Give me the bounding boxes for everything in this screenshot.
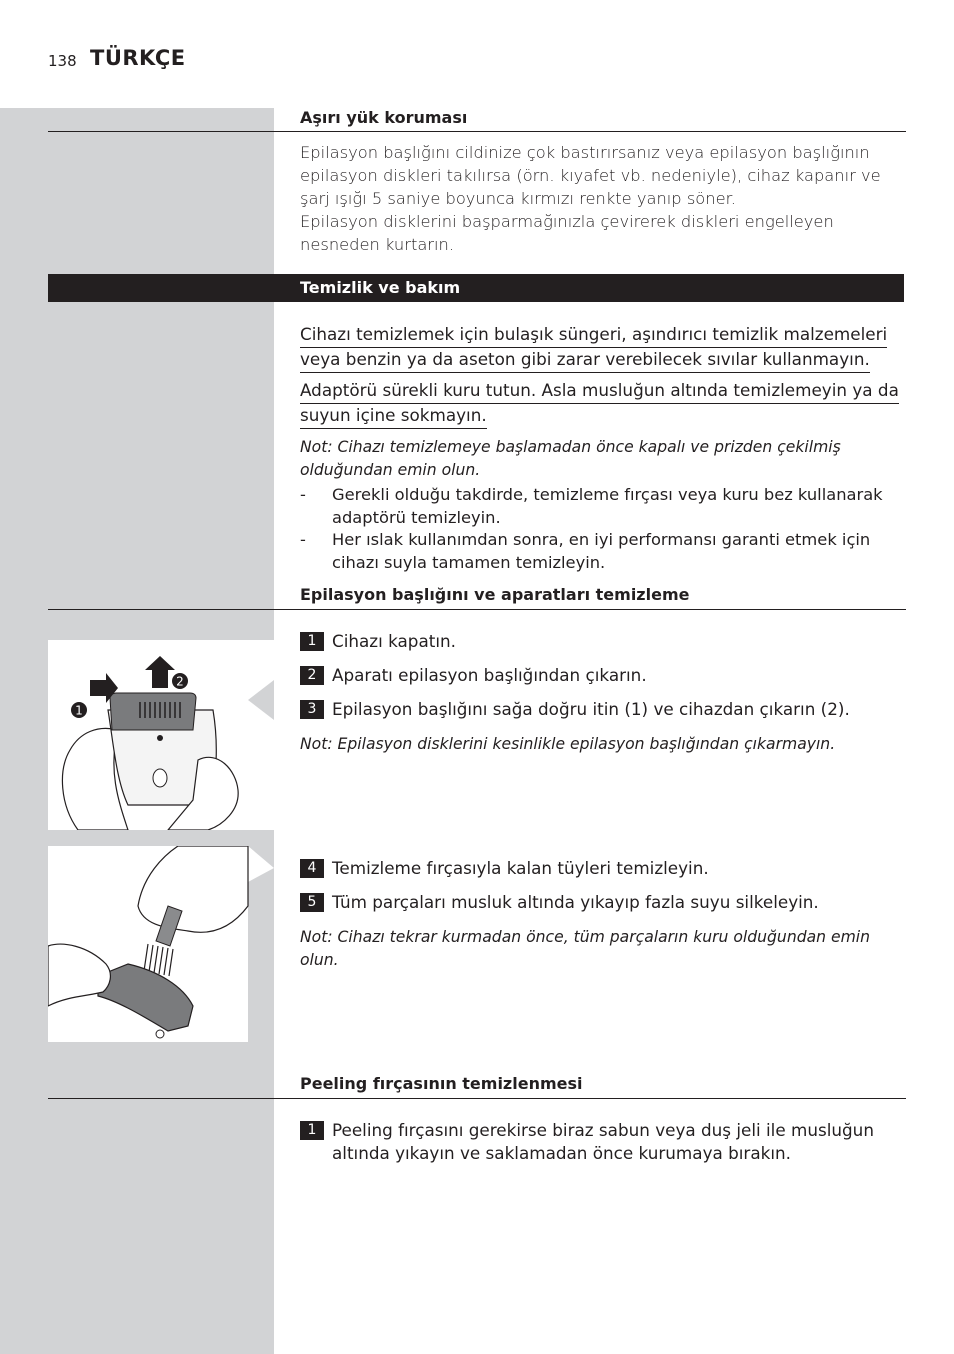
section-rule [48, 131, 906, 132]
head-cleaning-note-2: Not: Cihazı tekrar kurmadan önce, tüm parçaların kuru olduğundan emin olun. [300, 928, 870, 969]
warning-1-line-2: veya benzin ya da aseton gibi zarar verebilecek sıvılar kullanmayın. [300, 348, 870, 373]
step-text: Aparatı epilasyon başlığından çıkarın. [332, 665, 647, 685]
step-number: 5 [300, 893, 324, 912]
step-number: 2 [300, 666, 324, 685]
head-cleaning-note-1: Not: Epilasyon disklerini kesinlikle epilasyon başlığından çıkarmayın. [300, 735, 836, 753]
section-heading-peeling: Peeling fırçasının temizlenmesi [300, 1074, 583, 1093]
step-item [300, 891, 904, 914]
step-text: Epilasyon başlığını sağa doğru itin (1) ve cihazdan çıkarın (2). [332, 699, 850, 719]
head-clip [156, 1030, 164, 1038]
warning-2 [300, 379, 899, 429]
section-rule [48, 1098, 906, 1099]
bullet-item [300, 528, 904, 574]
warning-1-line-1: Cihazı temizlemek için bulaşık süngeri, aşındırıcı temizlik malzemeleri [300, 323, 887, 348]
section-heading-head-cleaning: Epilasyon başlığını ve aparatları temizleme [300, 585, 690, 604]
bullet-item [300, 483, 904, 529]
step-text: Temizleme fırçasıyla kalan tüyleri temizleyin. [332, 858, 709, 878]
bullet-dash: - [300, 485, 306, 504]
step-text: Peeling fırçasını gerekirse biraz sabun veya duş jeli ile musluğun altında yıkayın ve saklamadan önce kurumaya bırakın. [332, 1120, 874, 1163]
step-number: 1 [300, 1121, 324, 1140]
epilation-head [110, 693, 196, 730]
remove-head-illustration [48, 640, 278, 830]
step-item [300, 630, 904, 653]
bullet-text: Gerekli olduğu takdirde, temizleme fırçası veya kuru bez kullanarak adaptörü temizleyin. [332, 485, 883, 527]
step-number: 3 [300, 700, 324, 719]
section-rule [48, 609, 906, 610]
bullet-dash: - [300, 530, 306, 549]
step-item [300, 857, 904, 880]
warning-1 [300, 323, 887, 373]
section-title-cleaning: Temizlik ve bakım [300, 278, 461, 297]
section-heading-overload: Aşırı yük koruması [300, 108, 468, 127]
step-number: 1 [300, 632, 324, 651]
callout-2-label: 2 [176, 674, 184, 689]
warning-2-line-1: Adaptörü sürekli kuru tutun. Asla musluğun altında temizlemeyin ya da [300, 379, 899, 404]
cleaning-note: Not: Cihazı temizlemeye başlamadan önce kapalı ve prizden çekilmiş olduğundan emin olun. [300, 438, 841, 479]
step-text: Cihazı kapatın. [332, 631, 456, 651]
step-item [300, 664, 904, 687]
bullet-text: Her ıslak kullanımdan sonra, en iyi performansı garanti etmek için cihazı suyla tamamen temizleyin. [332, 530, 871, 572]
section-bar-cleaning [48, 274, 904, 302]
brush-cleaning-illustration [48, 846, 278, 1042]
overload-paragraph-2: Epilasyon disklerini başparmağınızla çevirerek diskleri engelleyen nesneden kurtarın. [300, 212, 834, 254]
overload-paragraph-1: Epilasyon başlığını cildinize çok bastırırsanız veya epilasyon başlığının epilasyon diskleri takılırsa (örn. kıyafet vb. nedeniyle), cihaz kapanır ve şarj ışığı 5 saniye boyunca kırmızı renkte yanıp söner. [300, 143, 881, 208]
step-item [300, 1119, 904, 1165]
pointer-notch [248, 846, 274, 882]
device-dot [157, 735, 163, 741]
callout-1-label: 1 [75, 703, 83, 718]
step-item [300, 698, 904, 721]
step-text: Tüm parçaları musluk altında yıkayıp fazla suyu silkeleyin. [332, 892, 819, 912]
step-number: 4 [300, 859, 324, 878]
page-number: 138 [48, 52, 77, 70]
language-header: TÜRKÇE [90, 46, 186, 70]
device-button [153, 769, 167, 787]
warning-2-line-2: suyun içine sokmayın. [300, 404, 487, 429]
